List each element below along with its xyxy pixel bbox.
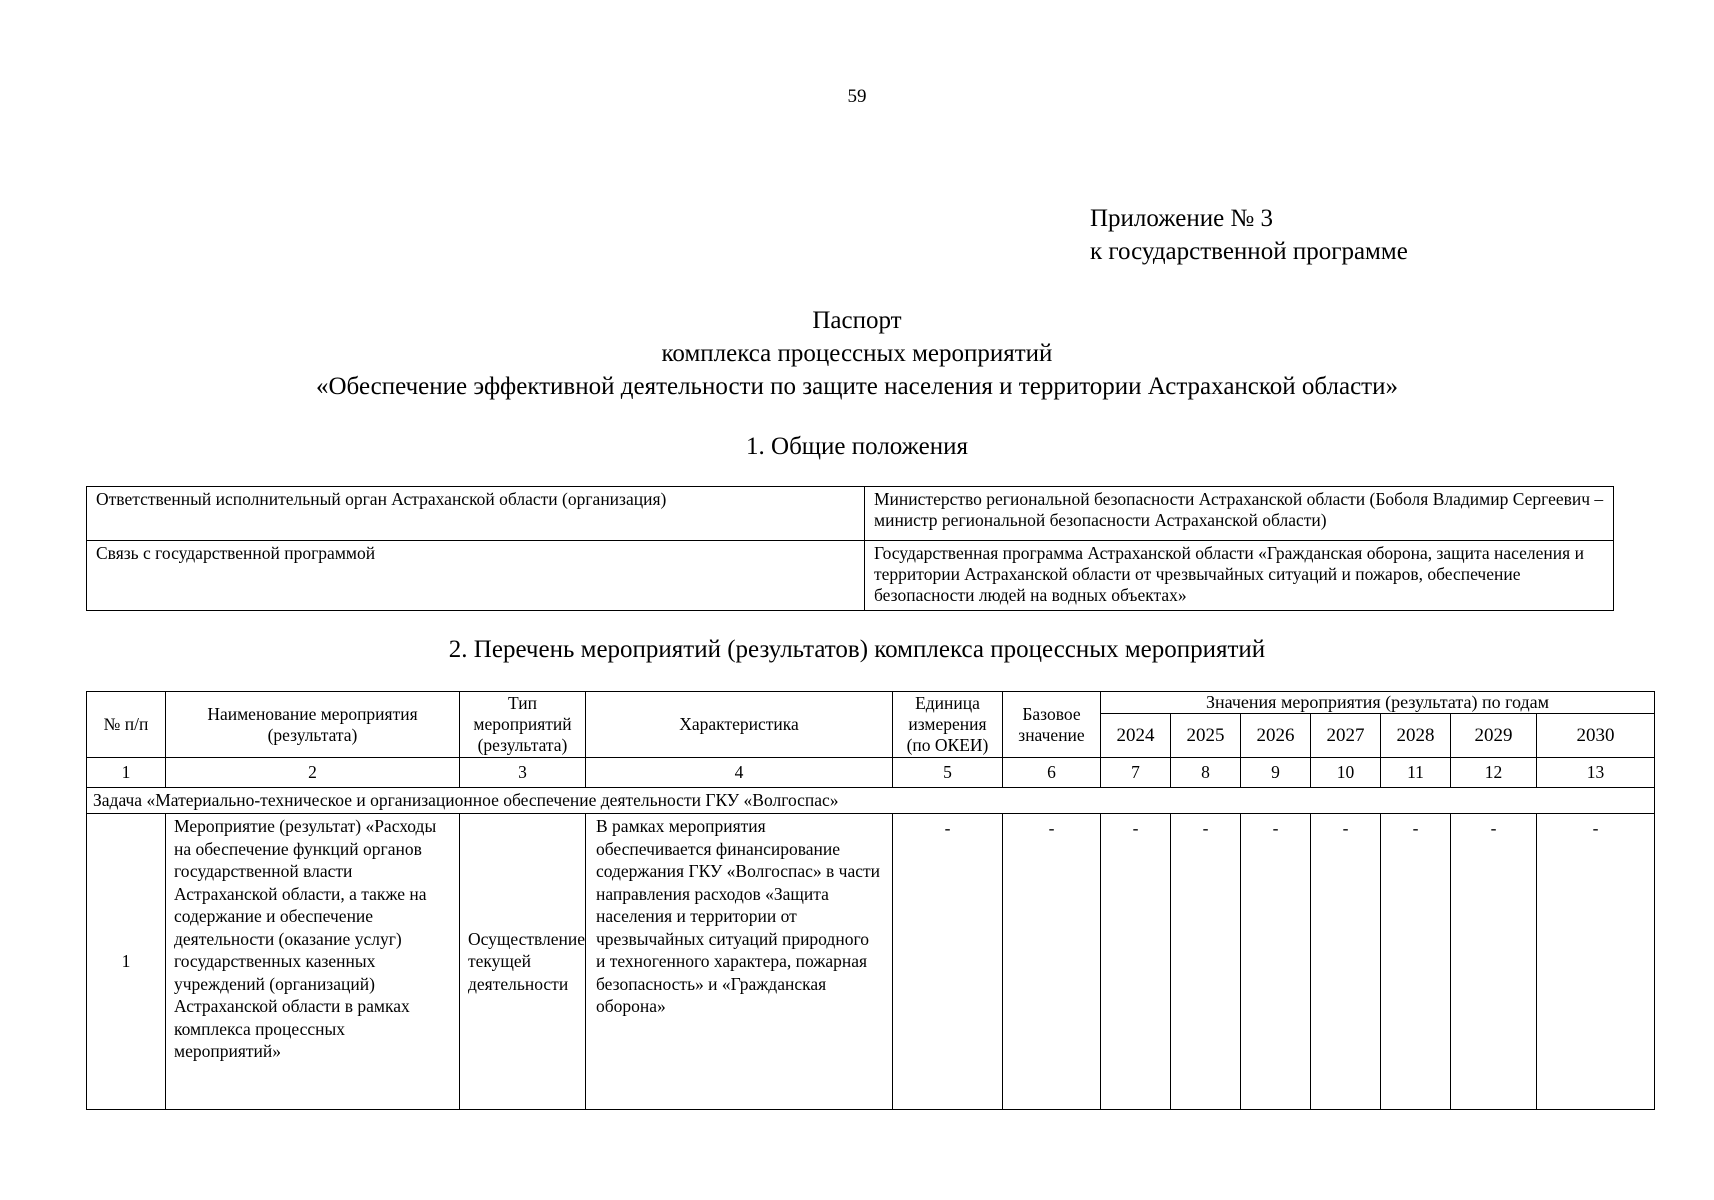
column-number: 4: [586, 758, 893, 788]
general-row-responsible: [87, 487, 1614, 541]
page-number: 59: [847, 86, 867, 107]
header-type: Тип мероприятий (результата): [460, 692, 586, 758]
item-value: -: [1342, 818, 1349, 838]
item-characteristic: В рамках мероприятия обеспечивается финансирование содержания ГКУ «Волгоспас» в части направления расходов «Защита населения и территории от чрезвычайных ситуаций природного и техногенного характера, пожарная безопасность» и «Гражданская оборона»: [586, 814, 893, 1110]
column-number: 5: [893, 758, 1003, 788]
header-year: 2028: [1381, 714, 1451, 758]
header-unit: Единица измерения (по ОКЕИ): [893, 692, 1003, 758]
column-number: 9: [1241, 758, 1311, 788]
item-num: 1: [87, 814, 166, 1110]
measures-table: [86, 691, 1655, 1110]
appendix-subtitle: к государственной программе: [1090, 238, 1408, 265]
item-value: -: [1202, 818, 1209, 838]
item-value: -: [1592, 818, 1599, 838]
header-year: 2026: [1241, 714, 1311, 758]
header-row-1: [87, 692, 1655, 714]
header-num: № п/п: [87, 692, 166, 758]
item-base: -: [1048, 818, 1055, 838]
header-year: 2030: [1537, 714, 1655, 758]
item-value: -: [1490, 818, 1497, 838]
general-provisions-table: [86, 486, 1614, 611]
general-value-program-link: Государственная программа Астраханской области «Гражданская оборона, защита населения и территории Астраханской области от чрезвычайных ситуаций и пожаров, обеспечение безопасности людей на водных объектах»: [865, 541, 1614, 611]
column-number-row: [87, 758, 1655, 788]
column-number: 7: [1101, 758, 1171, 788]
task-row: [87, 788, 1655, 814]
item-type: Осуществление текущей деятельности: [460, 814, 586, 1110]
header-name: Наименование мероприятия (результата): [166, 692, 460, 758]
general-value-responsible: Министерство региональной безопасности Астраханской области (Боболя Владимир Сергеевич – министр региональной безопасности Астраханской области): [865, 487, 1614, 541]
column-number: 3: [460, 758, 586, 788]
header-year: 2025: [1171, 714, 1241, 758]
passport-subtitle: комплекса процессных мероприятий: [661, 340, 1053, 367]
table-row: [87, 814, 1655, 1110]
section2-heading: 2. Перечень мероприятий (результатов) комплекса процессных мероприятий: [448, 636, 1266, 663]
column-number: 13: [1537, 758, 1655, 788]
column-number: 10: [1311, 758, 1381, 788]
item-value: -: [1132, 818, 1139, 838]
item-value: -: [1412, 818, 1419, 838]
header-year: 2024: [1101, 714, 1171, 758]
header-characteristic: Характеристика: [586, 692, 893, 758]
column-number: 2: [166, 758, 460, 788]
item-name: Мероприятие (результат) «Расходы на обеспечение функций органов государственной власти Астраханской области, а также на содержание и обеспечение деятельности (оказание услуг) государственных казенных учреждений (организаций) Астраханской области в рамках комплекса процессных мероприятий»: [166, 814, 460, 1110]
header-base: Базовое значение: [1003, 692, 1101, 758]
item-value: -: [1272, 818, 1279, 838]
header-years-group: Значения мероприятия (результата) по годам: [1101, 692, 1655, 714]
column-number: 6: [1003, 758, 1101, 788]
item-unit: -: [944, 818, 951, 838]
passport-title: Паспорт: [812, 307, 902, 334]
column-number: 11: [1381, 758, 1451, 788]
column-number: 12: [1451, 758, 1537, 788]
general-label-responsible: Ответственный исполнительный орган Астраханской области (организация): [87, 487, 865, 541]
header-year: 2027: [1311, 714, 1381, 758]
general-label-program-link: Связь с государственной программой: [87, 541, 865, 611]
task-title: Задача «Материально-техническое и организационное обеспечение деятельности ГКУ «Волгоспас»: [87, 788, 1655, 814]
passport-name: «Обеспечение эффективной деятельности по защите населения и территории Астраханской области»: [316, 373, 1398, 400]
column-number: 8: [1171, 758, 1241, 788]
header-year: 2029: [1451, 714, 1537, 758]
appendix-title: Приложение № 3: [1090, 205, 1274, 232]
general-row-program-link: [87, 541, 1614, 611]
section1-heading: 1. Общие положения: [746, 433, 968, 460]
column-number: 1: [87, 758, 166, 788]
